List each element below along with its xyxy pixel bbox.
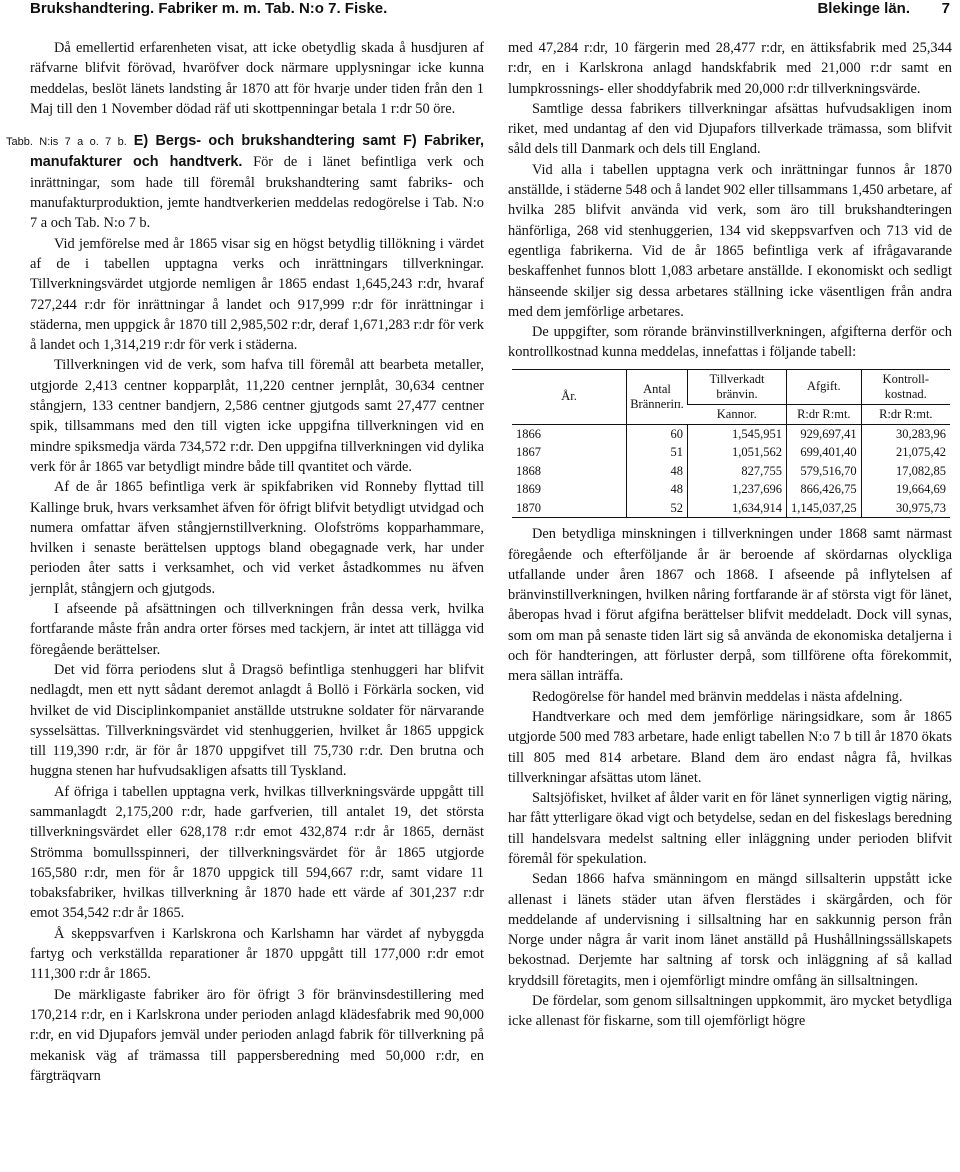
col-header-antal: Antal Bränneriп.	[627, 369, 688, 424]
paragraph: Af öfriga i tabellen upptagna verk, hvilkas tillverkningsvärde uppgått till sammanlagdt 2,175,200 r:dr, hade garfverien, till antalet 19, det största tillverkningsvärdet eller 628,178 r:dr emot 432,874 r:dr år 1865, dernäst Strömma bomullsspinneri, der tillverkningsvärdet för år 1865 utgjorde 165,580 r:dr, men för år 1870 uppgick till 594,667 r:dr, samt vidare 11 tobaksfabriker, hvilkas tillverkning år 1870 hade ett värde af 301,237 r:dr emot 354,542 r:dr år 1865.	[30, 783, 484, 922]
paragraph: De fördelar, som genom sillsaltningen uppkommit, äro mycket betydliga icke allenast för fiskarne, som till ojemförligt högre	[508, 993, 952, 1030]
cell-afgift: 929,697,41	[787, 424, 862, 443]
section-heading-paragraph	[6, 131, 485, 233]
table-row	[512, 462, 950, 481]
cell-antal: 51	[627, 443, 688, 462]
table-reference-note: Tabb. N:is 7 a o. 7 b.	[6, 136, 127, 149]
cell-kontroll: 17,082,85	[861, 462, 950, 481]
cell-year: 1866	[516, 426, 541, 441]
cell-year: 1868	[516, 463, 541, 478]
cell-antal: 48	[627, 480, 688, 499]
cell-kontroll: 21,075,42	[861, 443, 950, 462]
left-column	[6, 38, 485, 1086]
paragraph: Vid alla i tabellen upptagna verk och inrättningar funnos år 1870 anställde, i städerne 548 och å landet 902 eller tillsammans 1,450 arbetare, af hvilka 285 blifvit använda vid verk, som äro till brukshandteringen hänförliga, 268 vid stenhuggerien, 134 vid skeppsvarfven och 713 vid de egentliga fabrikerna. Vid de år 1865 befintliga verk af ifrågavarande beskaffenhet funnos blott 1,083 arbetare anställde. I ekonomiskt och sedligt hänseende skiljer sig dessa arbetares ställning icke väsentligen från andra med dem jemförlige arbetares.	[508, 161, 952, 320]
cell-tillverkadt: 1,237,696	[688, 480, 787, 499]
table-row	[512, 443, 950, 462]
paragraph: Af de år 1865 befintliga verk är spikfabriken vid Ronneby flyttad till Kallinge bruk, hvars verksamhet äfven för öfrigt blifvit betydligt utvidgad och numera omfattar äfven stångjernstillverkning. Olofströms kopparhammare, hvilken i senaste berättelsen upptogs bland obegagnade verk, har under perioden åter satts i verksamhet, och vid verket åstadkommes nu äfven jernplåt, stångjern och gjutgods.	[30, 479, 484, 597]
cell-year: 1870	[512, 499, 627, 518]
cell-tillverkadt: 827,755	[688, 462, 787, 481]
section-heading: E) Bergs- och brukshandtering samt F) Fabriker, manufakturer och handtverk.	[30, 133, 485, 171]
paragraph: Den betydliga minskningen i tillverkningen under 1868 samt närmast föregående och efterföljande år är beroende af skördarnas olyckliga utfallande under åren 1867 och 1868. I afseende på inflytelsen af bränvinstillverkningen, hvilken nåring fortfarande är af största vigt för länet, åberopas hvad i förut afgifna berättelser blifvit meddeladt. Dock vill synas, som om man på senaste tiden lärt sig så använda de ekonomiska detaljerna i och för handteringen, att förluster derpå, som tillförene ofta förekommit, mera sällan inträffa.	[508, 526, 952, 685]
paragraph: Saltsjöfisket, hvilket af ålder varit en för länet synnerligen vigtig näring, har fått ytterligare ökad vigt och betydelse, sedan en del fiskeslags beredning till handelsvara medelst saltning eller inläggning under perioden blifvit föremål för spekulation.	[508, 790, 952, 867]
cell-tillverkadt: 1,051,562	[688, 443, 787, 462]
paragraph: Det vid förra periodens slut å Dragsö befintliga stenhuggeri har blifvit nedlagdt, men ett nytt sådant deremot anlagdt å Bollö i Förkärla socken, vid hvilket de vid Disciplinkompaniet anställde utstrukne soldater för närvarande sysselsättas. Tillverkningsvärdet vid stenhuggerien, hvilket år 1865 uppgick till 119,390 r:dr, är för år 1870 uppgifvet till 75,730 r:dr. Den brutna och huggna stenen har hufvudsakligen afsatts till Tyskland.	[30, 661, 484, 780]
cell-tillverkadt: 1,545,951	[688, 424, 787, 443]
cell-tillverkadt: 1,634,914	[688, 499, 787, 518]
paragraph: Tillverkningen vid de verk, som hafva till föremål att bearbeta metaller, utgjorde 2,413 centner kopparplåt, 11,220 centner jernplåt, 30,634 centner stångjern, 133 centner bandjern, 2,586 centner gjutgods samt 27,477 centner spik, tillsammans med den till vigten icke uppgifna tillverkningen vid en mindre spiksmedja värda 734,572 r:dr. Den uppgifna tillverkningen vid dylika verk för år 1865 var betydligt mindre både till qvantitet och värde.	[30, 357, 484, 475]
col-header-afgift: Afgift.	[787, 369, 862, 404]
unit-afgift: R:dr R:mt.	[787, 404, 862, 424]
paragraph: Redogörelse för handel med bränvin meddelas i nästa afdelning.	[532, 688, 903, 705]
page-number: 7	[941, 0, 950, 17]
cell-afgift: 579,516,70	[787, 462, 862, 481]
paragraph: I afseende på afsättningen och tillverkningen från dessa verk, hvilka fortfarande måste från andra orter förses med tackjern, är intet att tillägga vid föregående berättelser.	[30, 601, 484, 658]
table-row	[512, 480, 950, 499]
cell-afgift: 866,426,75	[787, 480, 862, 499]
cell-afgift: 699,401,40	[787, 443, 862, 462]
cell-year: 1869	[516, 482, 541, 497]
paragraph: Då emellertid erfarenheten visat, att icke obetydlig skada å husdjuren af räfvarne blifvit förövad, hvaröfver dock närmare upplysningar icke kunna meddelas, beslöt länets landsting år 1870 att för hvarje under tiden från den 1 Maj till den 1 November dödad räf uti skottpenningar betala 1 r:dr 50 öre.	[30, 40, 484, 117]
right-column	[508, 38, 952, 1032]
cell-antal: 48	[627, 462, 688, 481]
header-county: Blekinge län.	[817, 0, 910, 17]
cell-antal: 60	[627, 424, 688, 443]
paragraph: Å skeppsvarfven i Karlskrona och Karlshamn har värdet af nybyggda fartyg och verkställda reparationer år 1870 uppgått till 177,000 r:dr emot 111,300 r:dr år 1865.	[30, 925, 484, 983]
unit-kannor: Kannor.	[688, 404, 787, 424]
paragraph: Handtverkare och med dem jemförlige näringsidkare, som år 1865 utgjorde 500 med 783 arbetare, hade enligt tabellen N:o 7 b till år 1870 ökats till 805 med 814 arbetare. Bland dem äro endast några få, hvilkas tillverkningar afsättas utom länet.	[508, 708, 952, 786]
paragraph: För de i länet befintliga verk och inrättningar, som hade till föremål brukshandtering samt fabriks- och manufakturproduktion, jemte handtverkerien meddelas redogörelse i Tab. N:o 7 a och Tab. N:o 7 b.	[30, 154, 484, 232]
paragraph: De märkligaste fabriker äro för öfrigt 3 för bränvinsdestillering med 170,214 r:dr, en i Karlskrona under perioden anlagd klädesfabrik med 90,000 r:dr, en vid Djupafors jemväl under perioden anlagd fabrik för tillverkning på mekanisk väg af trämassa till pappersberedning med 50,000 r:dr, en färgträqvarn	[30, 986, 484, 1084]
table-row	[512, 499, 950, 518]
cell-afgift: 1,145,037,25	[787, 499, 862, 518]
paragraph: Samtlige dessa fabrikers tillverkningar afsättas hufvudsakligen inom riket, med undantag af den vid Djupafors tillverkade trämassa, som blifvit såld dels till Danmark och dels till England.	[508, 100, 952, 158]
unit-kontroll: R:dr R:mt.	[861, 404, 950, 424]
cell-kontroll: 30,975,73	[861, 499, 950, 518]
col-header-tillverkadt: Tillverkadt bränvin.	[688, 369, 787, 404]
col-header-year: År.	[512, 369, 627, 424]
cell-antal: 52	[627, 499, 688, 518]
cell-kontroll: 30,283,96	[861, 424, 950, 443]
col-header-kontroll: Kontroll-kostnad.	[861, 369, 950, 404]
cell-kontroll: 19,664,69	[861, 480, 950, 499]
header-left-title: Brukshandtering. Fabriker m. m. Tab. N:o 7. Fiske.	[30, 0, 388, 17]
brannvin-table	[512, 369, 950, 519]
table-row	[512, 424, 950, 443]
paragraph: De uppgifter, som rörande bränvinstillverkningen, afgifterna derför och kontrollkostnad kunna meddelas, innefattas i följande tabell:	[508, 324, 952, 361]
paragraph: Vid jemförelse med år 1865 visar sig en högst betydlig tillökning i värdet af de i tabellen upptagna verks och inrättningars tillverkningar. Tillverkningsvärdet utgjorde nemligen år 1865 endast 1,645,243 r:dr, hvaraf 727,244 r:dr för inrättningar å landet och 917,999 r:dr för inrättningar i städerna, men uppgick år 1870 till 2,985,502 r:dr, deraf 1,671,283 r:dr för verk å landet och 1,314,219 r:dr för verk i städerna.	[30, 235, 484, 354]
cell-year: 1867	[516, 445, 541, 460]
paragraph: med 47,284 r:dr, 10 färgerin med 28,477 r:dr, en ättiksfabrik med 25,344 r:dr, en i Karlskrona anlagd handskfabrik med 21,000 r:dr samt en lumpkrossnings- eller shoddyfabrik med 20,000 r:dr tillverkningsvärde.	[508, 40, 952, 97]
paragraph: Sedan 1866 hafva smänningom en mängd sillsalterin uppstått icke allenast i länets städer utan äfven flerstädes i skärgården, och för meddelande af undervisning i sillsaltning har en sakkunnig person från Norge under några år varit inom länet anställd på Hushållningssällskapets bekostnad. Derjemte har saltning af torsk och inläggning af så kallad kryddsill företagits, men i ojemförligt mindre omfång än sillsaltningen.	[508, 871, 952, 989]
running-header	[30, 0, 950, 22]
